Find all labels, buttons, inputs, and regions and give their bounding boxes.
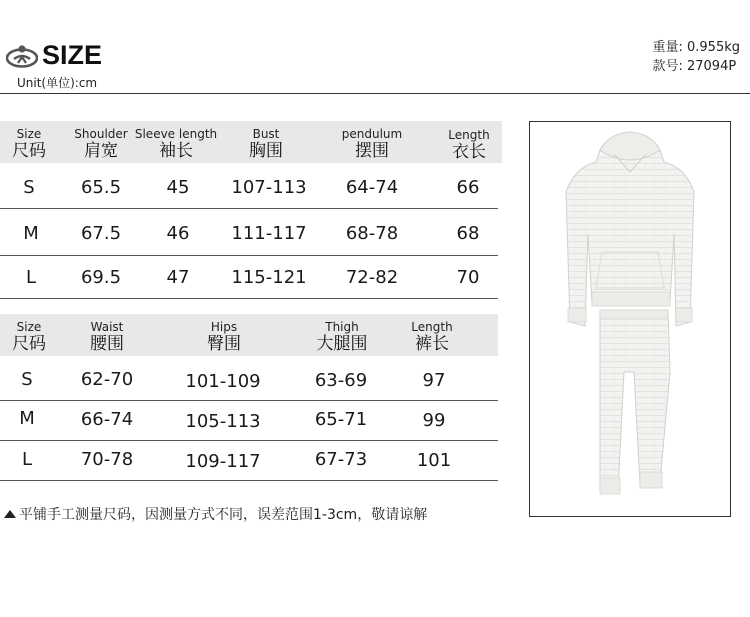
- table-cell: 99: [422, 410, 446, 431]
- triangle-icon: [4, 510, 16, 518]
- table-cell: 105-113: [185, 411, 261, 432]
- style-number-label: 款号: 27094P: [652, 59, 737, 74]
- table-cell: 72-82: [345, 267, 399, 288]
- note-text: 平铺手工测量尺码，因测量方式不同，误差范围1-3cm，敬请谅解: [19, 507, 428, 523]
- table-cell: 63-69: [314, 370, 368, 391]
- table-cell: L: [21, 449, 33, 470]
- table-cell: 109-117: [185, 451, 261, 472]
- table-cell: 111-117: [231, 223, 307, 244]
- row-divider: [0, 298, 498, 299]
- table-cell: M: [23, 223, 39, 244]
- table-cell: 101: [416, 450, 452, 471]
- column-header: Hips 臀围: [207, 320, 241, 354]
- table-cell: S: [23, 177, 35, 198]
- table-cell: 65-71: [314, 409, 368, 430]
- row-divider: [0, 440, 498, 441]
- table-cell: M: [19, 408, 35, 429]
- table-cell: 46: [166, 223, 190, 244]
- column-header: Thigh 大腿围: [316, 320, 368, 354]
- row-divider: [0, 255, 498, 256]
- table-cell: 64-74: [345, 177, 399, 198]
- table-cell: 67.5: [80, 223, 122, 244]
- column-header: Length 衣长: [448, 128, 490, 162]
- unit-label: Unit(单位):cm: [17, 76, 98, 90]
- table-cell: 70-78: [80, 449, 134, 470]
- table-cell: L: [25, 267, 37, 288]
- column-header: Size 尺码: [12, 320, 46, 354]
- table-cell: 115-121: [231, 267, 307, 288]
- weight-label: 重量: 0.955kg: [652, 40, 740, 55]
- table-cell: 68: [456, 223, 480, 244]
- page-title: SIZE: [42, 40, 103, 70]
- top-size-table: [0, 121, 498, 301]
- table-cell: 45: [166, 177, 190, 198]
- bottom-size-table: [0, 314, 498, 484]
- row-divider: [0, 480, 498, 481]
- column-header: Sleeve length 袖长: [134, 127, 218, 161]
- column-header: Length 裤长: [411, 320, 453, 354]
- tracksuit-illustration-icon: [530, 122, 730, 516]
- table-cell: 66-74: [80, 409, 134, 430]
- table-cell: 66: [456, 177, 480, 198]
- header-divider: [0, 93, 750, 94]
- table-cell: 107-113: [231, 177, 307, 198]
- table-cell: 69.5: [80, 267, 122, 288]
- table-cell: 67-73: [314, 449, 368, 470]
- table-cell: 97: [422, 370, 446, 391]
- table-cell: S: [21, 369, 33, 390]
- row-divider: [0, 400, 498, 401]
- table-cell: 62-70: [80, 369, 134, 390]
- product-info: [652, 38, 740, 76]
- measurement-note: [4, 504, 427, 524]
- row-divider: [0, 208, 498, 209]
- table-cell: 47: [166, 267, 190, 288]
- table-cell: 101-109: [185, 371, 261, 392]
- product-photo: [529, 121, 731, 517]
- column-header: Bust 胸围: [249, 127, 283, 161]
- table-cell: 65.5: [80, 177, 122, 198]
- column-header: pendulum 摆围: [341, 127, 403, 161]
- brand-logo-icon: [6, 42, 38, 68]
- column-header: Size 尺码: [12, 127, 46, 161]
- column-header: Shoulder 肩宽: [74, 127, 128, 161]
- column-header: Waist 腰围: [90, 320, 124, 354]
- table-cell: 68-78: [345, 223, 399, 244]
- table-cell: 70: [456, 267, 480, 288]
